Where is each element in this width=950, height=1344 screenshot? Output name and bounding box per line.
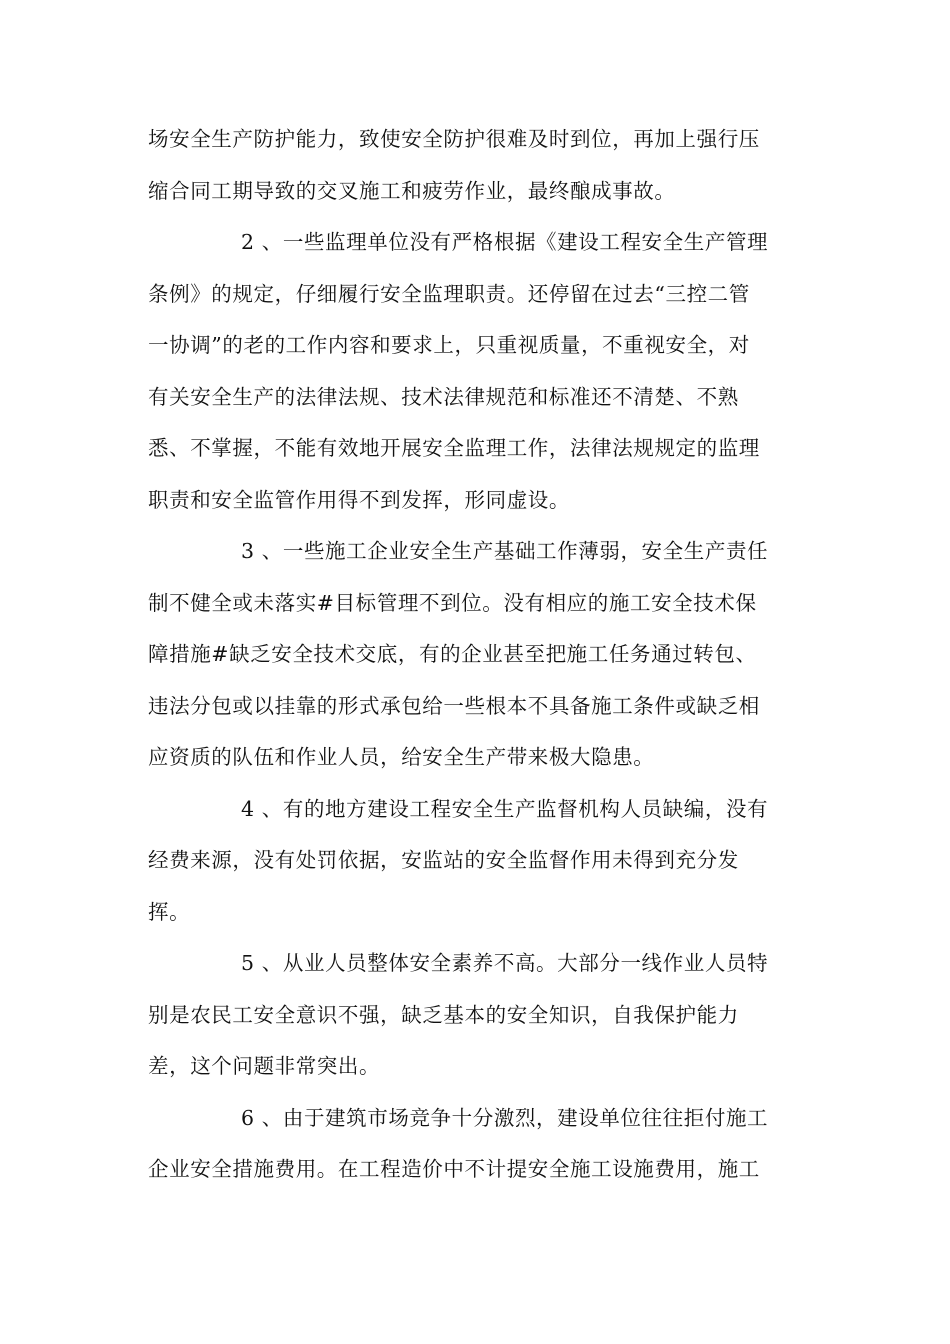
text-line: 缩合同工期导致的交叉施工和疲劳作业，最终酿成事故。	[148, 178, 676, 203]
text-line: 场安全生产防护能力，致使安全防护很难及时到位，再加上强行压	[148, 127, 760, 151]
text-line: 一协调”的老的工作内容和要求上，只重视质量，不重视安全，对	[148, 333, 750, 357]
text-line: 悉、不掌握，不能有效地开展安全监理工作，法律法规规定的监理	[148, 436, 760, 460]
text-line: 应资质的队伍和作业人员，给安全生产带来极大隐患。	[148, 745, 655, 769]
text-line: 职责和安全监管作用得不到发挥，形同虚设。	[148, 487, 570, 512]
text-line: 违法分包或以挂靠的形式承包给一些根本不具备施工条件或缺乏相	[148, 693, 760, 718]
document-body	[148, 114, 808, 1196]
paragraph-first-line: 5 、从业人员整体安全素养不高。大部分一线作业人员特	[241, 951, 769, 975]
text-line: 障措施#缺乏安全技术交底，有的企业甚至把施工任务通过转包、	[148, 642, 757, 666]
text-line: 有关安全生产的法律法规、技术法律规范和标准还不清楚、不熟	[148, 384, 739, 409]
paragraph-first-line: 3 、一些施工企业安全生产基础工作薄弱，安全生产责任	[241, 539, 769, 563]
text-line: 差，这个问题非常突出。	[148, 1054, 381, 1078]
paragraph-first-line: 4 、有的地方建设工程安全生产监督机构人员缺编，没有	[241, 796, 769, 821]
text-line: 制不健全或未落实#目标管理不到位。没有相应的施工安全技术保	[148, 590, 757, 615]
text-line: 别是农民工安全意识不强，缺乏基本的安全知识，自我保护能力	[148, 1002, 739, 1027]
paragraph-first-line: 6 、由于建筑市场竞争十分激烈，建设单位往往拒付施工	[241, 1105, 769, 1130]
text-line: 企业安全措施费用。在工程造价中不计提安全施工设施费用，施工	[148, 1157, 760, 1181]
text-line: 经费来源，没有处罚依据，安监站的安全监督作用未得到充分发	[148, 848, 739, 872]
text-line: 挥。	[148, 899, 191, 924]
paragraph-first-line: 2 、一些监理单位没有严格根据《建设工程安全生产管理	[241, 230, 769, 254]
text-line: 条例》的规定，仔细履行安全监理职责。还停留在过去“三控二管	[148, 281, 750, 306]
